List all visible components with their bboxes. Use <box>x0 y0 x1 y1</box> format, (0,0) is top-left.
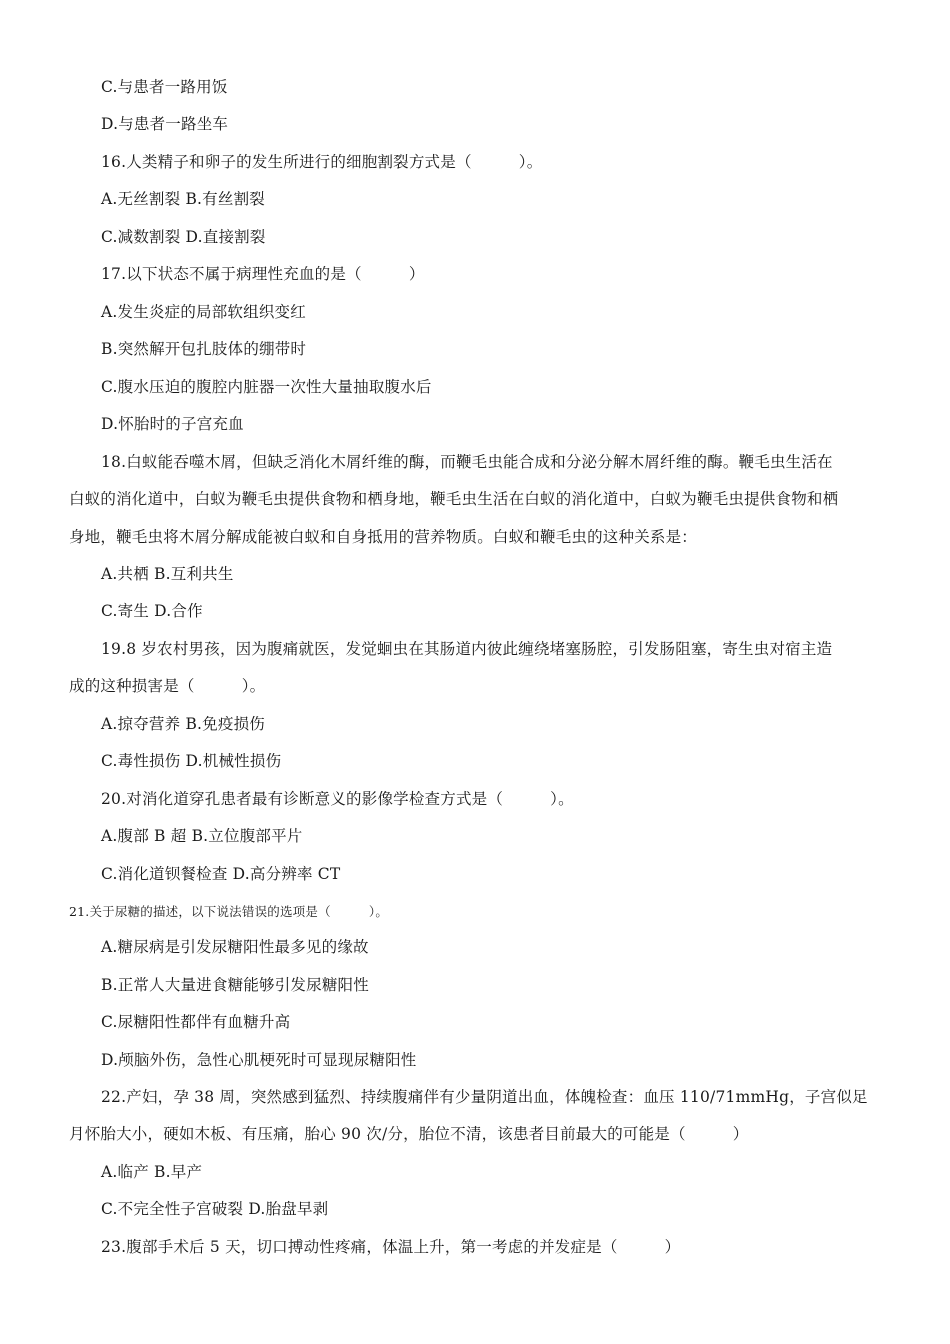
q20-stem: 20.对消化道穿孔患者最有诊断意义的影像学检查方式是（ ）。 <box>101 790 574 808</box>
q17-option-a: A.发生炎症的局部软组织变红 <box>101 303 306 321</box>
q19-stem-line1: 19.8 岁农村男孩，因为腹痛就医，发觉蛔虫在其肠道内彼此缠绕堵塞肠腔，引发肠阻塞，寄生虫对宿主造 <box>101 640 833 658</box>
q22-options-cd: C.不完全性子宫破裂 D.胎盘早剥 <box>101 1200 329 1218</box>
q22-options-ab: A.临产 B.早产 <box>101 1163 203 1181</box>
q21-option-a: A.糖尿病是引发尿糖阳性最多见的缘故 <box>101 938 369 956</box>
q16-stem: 16.人类精子和卵子的发生所进行的细胞割裂方式是（ ）。 <box>101 153 543 171</box>
q18-stem-line3: 身地，鞭毛虫将木屑分解成能被白蚁和自身抵用的营养物质。白蚁和鞭毛虫的这种关系是： <box>69 528 698 546</box>
q18-options-cd: C.寄生 D.合作 <box>101 602 203 620</box>
q17-option-d: D.怀胎时的子宫充血 <box>101 415 244 433</box>
q18-options-ab: A.共栖 B.互利共生 <box>101 565 234 583</box>
q18-stem-line2: 白蚁的消化道中，白蚁为鞭毛虫提供食物和栖身地，鞭毛虫生活在白蚁的消化道中，白蚁为鞭毛虫提供食物和栖 <box>69 490 839 508</box>
q21-stem: 21.关于尿糖的描述，以下说法错误的选项是（ ）。 <box>69 904 389 919</box>
q19-stem-line2: 成的这种损害是（ ）。 <box>69 677 266 695</box>
q21-option-b: B.正常人大量进食糖能够引发尿糖阳性 <box>101 976 369 994</box>
q17-stem: 17.以下状态不属于病理性充血的是（ ） <box>101 265 425 283</box>
q19-options-cd: C.毒性损伤 D.机械性损伤 <box>101 752 282 770</box>
q23-stem: 23.腹部手术后 5 天，切口搏动性疼痛，体温上升，第一考虑的并发症是（ ） <box>101 1238 681 1256</box>
q16-options-cd: C.减数割裂 D.直接割裂 <box>101 228 266 246</box>
q15-option-d: D.与患者一路坐车 <box>101 115 229 133</box>
q22-stem-line1: 22.产妇，孕 38 周，突然感到猛烈、持续腹痛伴有少量阴道出血，体魄检查：血压 110/71mmHg，子宫似足 <box>101 1088 868 1106</box>
q21-option-d: D.颅脑外伤，急性心肌梗死时可显现尿糖阳性 <box>101 1051 417 1069</box>
q18-stem-line1: 18.白蚁能吞噬木屑，但缺乏消化木屑纤维的酶，而鞭毛虫能合成和分泌分解木屑纤维的酶。鞭毛虫生活在 <box>101 453 833 471</box>
q17-option-c: C.腹水压迫的腹腔内脏器一次性大量抽取腹水后 <box>101 378 432 396</box>
q20-options-ab: A.腹部 B 超 B.立位腹部平片 <box>101 827 303 845</box>
q16-options-ab: A.无丝割裂 B.有丝割裂 <box>101 190 265 208</box>
q17-option-b: B.突然解开包扎肢体的绷带时 <box>101 340 307 358</box>
q15-option-c: C.与患者一路用饭 <box>101 78 228 96</box>
q21-option-c: C.尿糖阳性都伴有血糖升高 <box>101 1013 291 1031</box>
q19-options-ab: A.掠夺营养 B.免疫损伤 <box>101 715 265 733</box>
q22-stem-line2: 月怀胎大小，硬如木板、有压痛，胎心 90 次/分，胎位不清，该患者目前最大的可能是（ ） <box>69 1125 749 1143</box>
q20-options-cd: C.消化道钡餐检查 D.高分辨率 CT <box>101 865 341 883</box>
